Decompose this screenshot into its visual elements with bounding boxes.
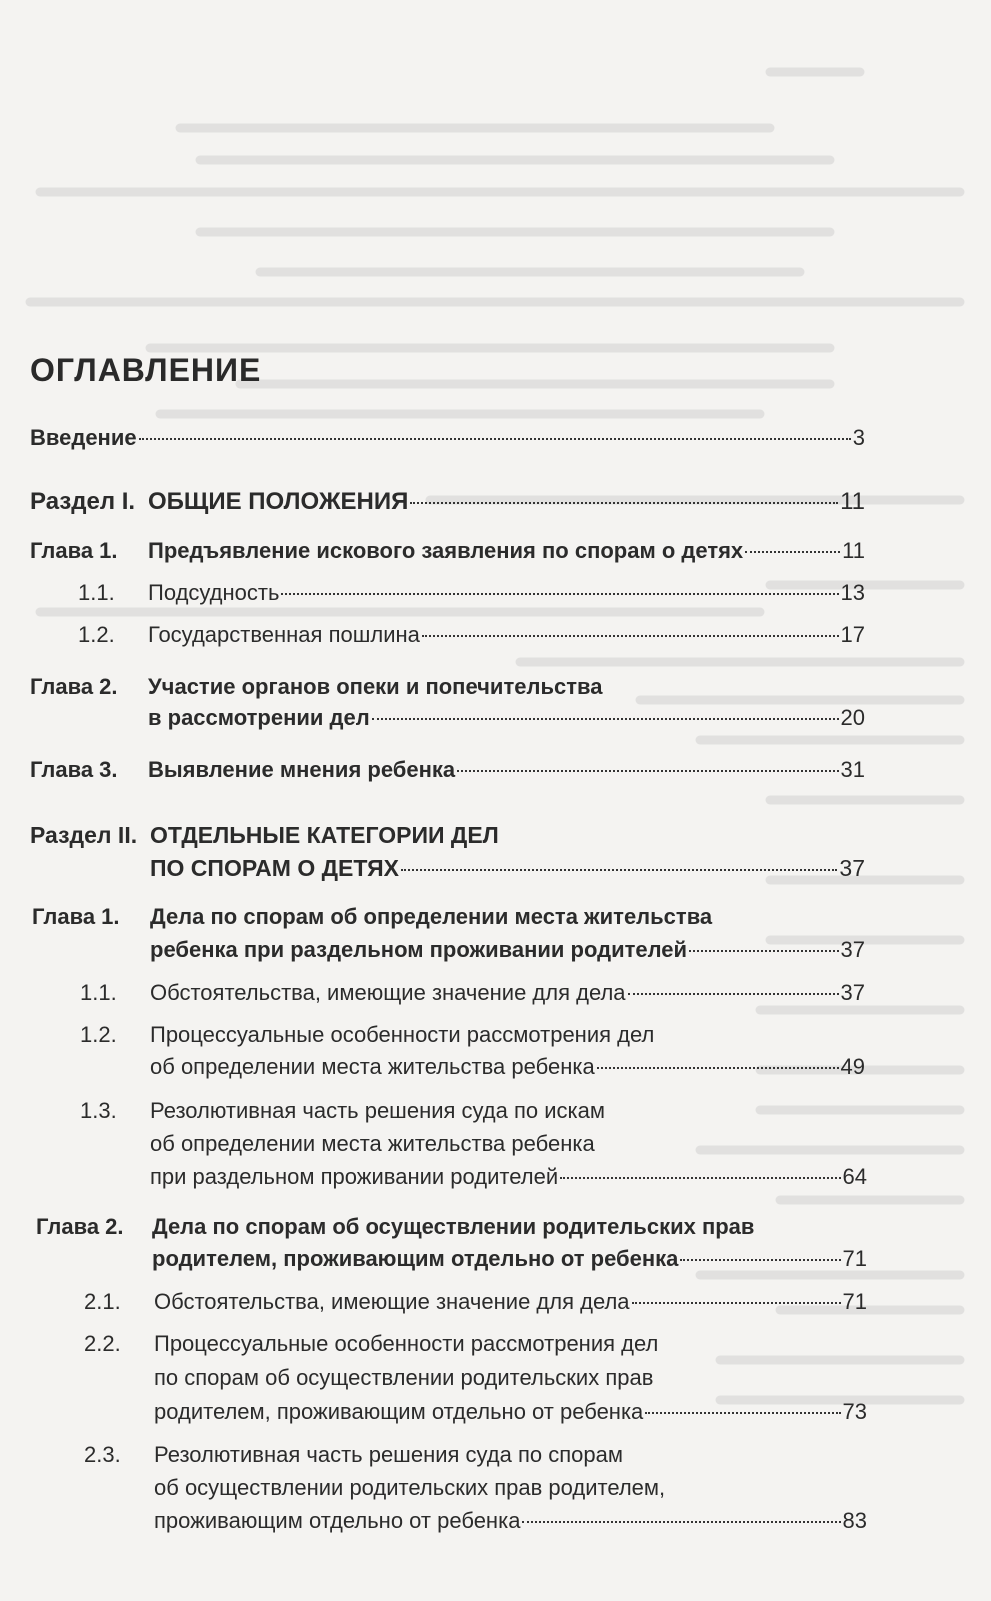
toc-chapter-2-1-line1: Дела по спорам об определении места жительства <box>150 904 713 929</box>
page-number: 3 <box>852 425 865 450</box>
toc-paragraph-1-1-2[interactable] <box>78 622 865 648</box>
toc-paragraph-2-1-2-line1: Процессуальные особенности рассмотрения дел <box>150 1022 655 1047</box>
page-number: 49 <box>840 1054 865 1079</box>
toc-chapter-1-3[interactable] <box>30 757 865 783</box>
toc-section-2-line1: ОТДЕЛЬНЫЕ КАТЕГОРИИ ДЕЛ <box>150 822 499 848</box>
toc-paragraph-2-1-1[interactable] <box>80 980 865 1006</box>
toc-entry-introduction[interactable] <box>30 425 865 451</box>
chapter-label: Глава 1. <box>30 538 118 563</box>
dot-leader <box>560 1177 840 1179</box>
paragraph-title: родителем, проживающим отдельно от ребенка <box>154 1399 644 1424</box>
toc-paragraph-2-1-3-line1: Резолютивная часть решения суда по искам <box>150 1098 606 1123</box>
dot-leader <box>410 502 838 504</box>
page-number: 73 <box>842 1399 867 1424</box>
toc-chapter-1-2[interactable] <box>148 705 865 731</box>
dot-leader <box>522 1521 840 1523</box>
toc-chapter-1-2-line1: Участие органов опеки и попечительства <box>148 674 603 699</box>
paragraph-title: Обстоятельства, имеющие значение для дела <box>154 1289 630 1314</box>
chapter-title: Выявление мнения ребенка <box>148 757 456 782</box>
toc-paragraph-2-1-3[interactable] <box>150 1164 867 1190</box>
toc-paragraph-2-2-2-line2: по спорам об осуществлении родительских прав <box>154 1365 654 1390</box>
toc-paragraph-2-2-2-line1: Процессуальные особенности рассмотрения дел <box>154 1331 659 1356</box>
page-number: 11 <box>842 538 865 563</box>
paragraph-title: Подсудность <box>148 580 280 605</box>
page-number: 71 <box>842 1246 867 1271</box>
paragraph-title: об определении места жительства ребенка <box>150 1054 595 1079</box>
page-number: 37 <box>840 980 865 1005</box>
chapter-label: Глава 3. <box>30 757 118 782</box>
page-number: 31 <box>840 757 865 782</box>
toc-paragraph-1-1-1[interactable] <box>78 580 865 606</box>
chapter-title: в рассмотрении дел <box>148 705 370 730</box>
toc-section-2-label: Раздел II. <box>30 822 138 848</box>
toc-section-2[interactable] <box>150 855 865 882</box>
chapter-title: ребенка при раздельном проживании родителей <box>150 937 688 962</box>
toc-paragraph-2-1-2-label: 1.2. <box>80 1022 117 1047</box>
dot-leader <box>281 593 838 595</box>
toc-section-1[interactable] <box>30 488 865 516</box>
toc-paragraph-2-2-3-line1: Резолютивная часть решения суда по спорам <box>154 1442 623 1467</box>
toc-paragraph-2-2-3-label: 2.3. <box>84 1442 121 1467</box>
chapter-title: родителем, проживающим отдельно от ребенка <box>152 1246 679 1271</box>
toc-paragraph-2-1-3-line2: об определении места жительства ребенка <box>150 1131 595 1156</box>
paragraph-label: 1.2. <box>78 622 115 647</box>
page-number: 37 <box>839 855 865 881</box>
page-number: 20 <box>840 705 865 730</box>
toc-chapter-1-2-label: Глава 2. <box>30 674 118 699</box>
toc-chapter-2-2-label: Глава 2. <box>36 1214 124 1239</box>
toc-paragraph-2-2-1[interactable] <box>84 1289 867 1315</box>
toc-paragraph-2-1-2[interactable] <box>150 1054 865 1080</box>
dot-leader <box>422 635 839 637</box>
toc-chapter-1-1[interactable] <box>30 538 865 564</box>
section-title: ОБЩИЕ ПОЛОЖЕНИЯ <box>148 488 409 515</box>
page-title: ОГЛАВЛЕНИЕ <box>30 352 262 388</box>
paragraph-title: Обстоятельства, имеющие значение для дела <box>150 980 626 1005</box>
toc-chapter-2-2[interactable] <box>152 1246 867 1272</box>
dot-leader <box>401 869 837 871</box>
entry-title: Введение <box>30 425 137 450</box>
page-number: 13 <box>840 580 865 605</box>
page-number: 37 <box>840 937 865 962</box>
paragraph-title: Государственная пошлина <box>148 622 420 647</box>
section-title: ПО СПОРАМ О ДЕТЯХ <box>150 855 399 881</box>
paragraph-title: проживающим отдельно от ребенка <box>154 1508 521 1533</box>
page-number: 11 <box>840 488 865 515</box>
page-number: 83 <box>842 1508 867 1533</box>
chapter-title: Предъявление искового заявления по спорам о детях <box>148 538 744 563</box>
section-label: Раздел I. <box>30 488 136 515</box>
toc-paragraph-2-2-2-label: 2.2. <box>84 1331 121 1356</box>
toc-chapter-2-1-label: Глава 1. <box>32 904 120 929</box>
toc-chapter-2-2-line1: Дела по спорам об осуществлении родительских прав <box>152 1214 755 1239</box>
dot-leader <box>457 770 838 772</box>
paragraph-label: 1.1. <box>78 580 115 605</box>
page-number: 17 <box>840 622 865 647</box>
toc-paragraph-2-2-3-line2: об осуществлении родительских прав родителем, <box>154 1475 666 1500</box>
dot-leader <box>645 1412 840 1414</box>
dot-leader <box>139 438 851 440</box>
paragraph-title: при раздельном проживании родителей <box>150 1164 559 1189</box>
dot-leader <box>745 551 840 553</box>
dot-leader <box>372 718 839 720</box>
toc-paragraph-2-2-2[interactable] <box>154 1399 867 1425</box>
paragraph-label: 2.1. <box>84 1289 121 1314</box>
page-number: 64 <box>842 1164 867 1189</box>
dot-leader <box>689 950 838 952</box>
page-number: 71 <box>842 1289 867 1314</box>
dot-leader <box>680 1259 840 1261</box>
dot-leader <box>628 993 839 995</box>
dot-leader <box>597 1067 839 1069</box>
paragraph-label: 1.1. <box>80 980 117 1005</box>
toc-chapter-2-1[interactable] <box>150 937 865 963</box>
toc-paragraph-2-2-3[interactable] <box>154 1508 867 1534</box>
toc-paragraph-2-1-3-label: 1.3. <box>80 1098 117 1123</box>
dot-leader <box>632 1302 841 1304</box>
